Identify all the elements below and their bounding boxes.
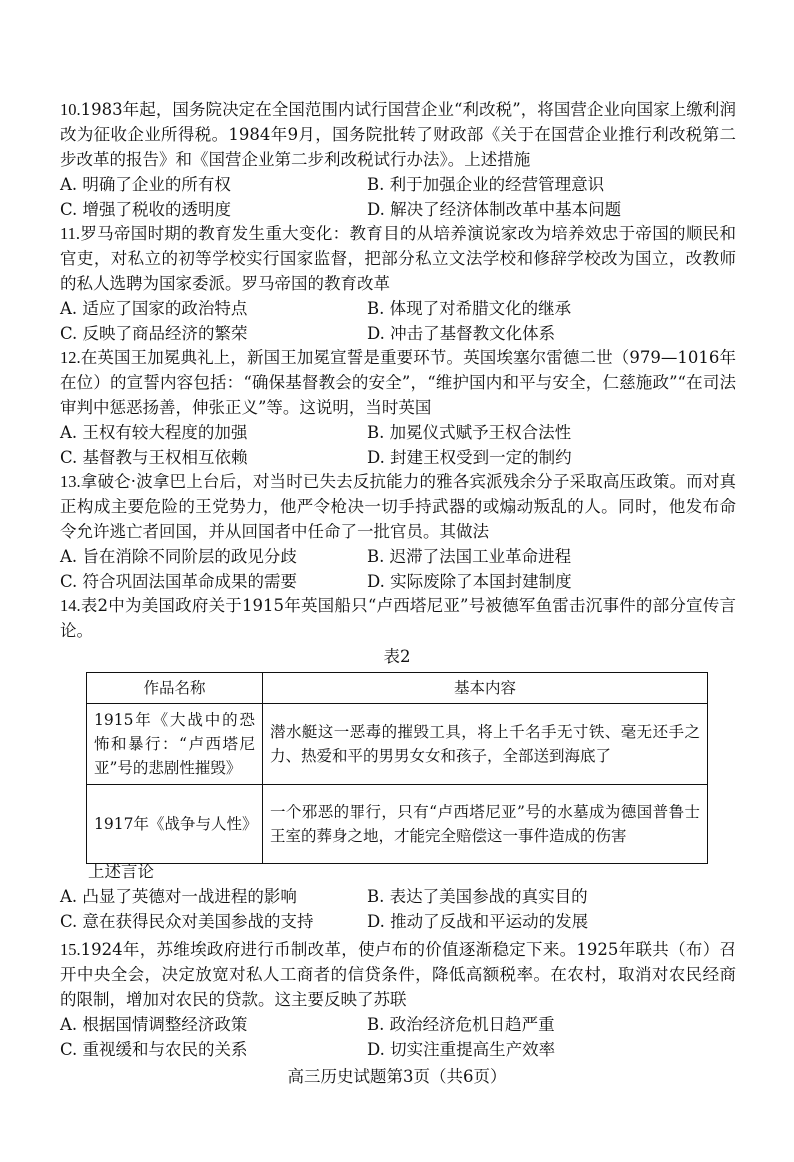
option-a: A. 旨在消除不同阶层的政见分歧 [60, 547, 297, 566]
table-cell-title: 1917年《战争与人性》 [87, 785, 263, 864]
option-a: A. 王权有较大程度的加强 [60, 423, 248, 442]
option-b: B. 迟滞了法国工业革命进程 [367, 547, 572, 566]
options [60, 420, 736, 470]
question-11 [60, 221, 736, 346]
table-row [87, 704, 708, 785]
option-d: D. 实际废除了本国封建制度 [367, 572, 572, 591]
question-stem: 1924年，苏维埃政府进行币制改革，使卢布的价值逐渐稳定下来。1925年联共（布）召开中央全会，决定放宽对私人工商者的信贷条件，降低高额税率。在农村，取消对农民经商的限制，增加对农民的贷款。这主要反映了苏联 [60, 940, 736, 1009]
question-13 [60, 469, 736, 594]
option-c: C. 重视缓和与农民的关系 [60, 1040, 248, 1059]
question-number: 15. [60, 940, 81, 959]
options [60, 1012, 736, 1062]
option-a: A. 明确了企业的所有权 [60, 175, 231, 194]
option-d: D. 解决了经济体制改革中基本问题 [367, 200, 622, 219]
table-header-row [87, 673, 708, 704]
option-c: C. 反映了商品经济的繁荣 [60, 324, 248, 343]
options [60, 172, 736, 222]
option-b: B. 表达了美国参战的真实目的 [367, 887, 588, 906]
question-stem: 1983年起，国务院决定在全国范围内试行国营企业“利改税”，将国营企业向国家上缴利润改为征收企业所得税。1984年9月，国务院批转了财政部《关于在国营企业推行利改税第二步改革的报告》和《国营企业第二步利改税试行办法》。上述措施 [60, 100, 736, 169]
option-d: D. 切实注重提高生产效率 [367, 1040, 556, 1059]
table-cell-title: 1915年《大战中的恐怖和暴行：“卢西塔尼亚”号的悲剧性摧毁》 [87, 704, 263, 785]
table-cell-content: 一个邪恶的罪行，只有“卢西塔尼亚”号的水墓成为德国普鲁士王室的葬身之地，才能完全赔偿这一事件造成的伤害 [263, 785, 708, 864]
question-14-options-block [60, 860, 736, 934]
question-15 [60, 937, 736, 1062]
question-stem: 表2中为美国政府关于1915年英国船只“卢西塔尼亚”号被德军鱼雷击沉事件的部分宣传言论。 [60, 596, 736, 640]
table-cell-content: 潜水艇这一恶毒的摧毁工具，将上千名手无寸铁、毫无还手之力、热爱和平的男男女女和孩子，全部送到海底了 [263, 704, 708, 785]
column-header-title: 作品名称 [87, 673, 263, 704]
question-number: 14. [60, 596, 81, 615]
question-number: 11. [60, 224, 81, 243]
question-number: 13. [60, 472, 81, 491]
question-14 [60, 593, 736, 643]
option-a: A. 根据国情调整经济政策 [60, 1015, 248, 1034]
table-2 [86, 672, 708, 864]
question-lead-in: 上述言论 [88, 862, 154, 881]
column-header-content: 基本内容 [263, 673, 708, 704]
question-12 [60, 345, 736, 470]
option-b: B. 加冕仪式赋予王权合法性 [367, 423, 572, 442]
option-a: A. 适应了国家的政治特点 [60, 299, 248, 318]
question-10 [60, 97, 736, 222]
table-caption: 表2 [383, 647, 411, 666]
options [60, 296, 736, 346]
option-c: C. 基督教与王权相互依赖 [60, 448, 248, 467]
question-number: 10. [60, 100, 81, 119]
question-stem: 罗马帝国时期的教育发生重大变化：教育目的从培养演说家改为培养效忠于帝国的顺民和官吏，对私立的初等学校实行国家监督，把部分私立文法学校和修辞学校改为国立，改教师的私人选聘为国家委派。罗马帝国的教育改革 [60, 224, 736, 293]
page-footer: 高三历史试题第3页（共6页） [287, 1067, 507, 1086]
option-d: D. 封建王权受到一定的制约 [367, 448, 572, 467]
option-d: D. 推动了反战和平运动的发展 [367, 912, 589, 931]
options [60, 544, 736, 594]
question-stem: 在英国王加冕典礼上，新国王加冕宣誓是重要环节。英国埃塞尔雷德二世（979—1016年在位）的宣誓内容包括：“确保基督教会的安全”，“维护国内和平与安全，仁慈施政”“在司法审判中惩恶扬善，伸张正义”等。这说明，当时英国 [60, 348, 736, 417]
option-b: B. 政治经济危机日趋严重 [367, 1015, 555, 1034]
option-b: B. 利于加强企业的经营管理意识 [367, 175, 605, 194]
option-c: C. 增强了税收的透明度 [60, 200, 232, 219]
question-stem: 拿破仑·波拿巴上台后，对当时已失去反抗能力的雅各宾派残余分子采取高压政策。而对真正构成主要危险的王党势力，他严令枪决一切手持武器的或煽动叛乱的人。同时，他发布命令允许逃亡者回国，并从回国者中任命了一批官员。其做法 [60, 472, 736, 541]
option-c: C. 意在获得民众对美国参战的支持 [60, 912, 314, 931]
options [60, 884, 736, 934]
option-d: D. 冲击了基督教文化体系 [367, 324, 556, 343]
question-number: 12. [60, 348, 81, 367]
option-c: C. 符合巩固法国革命成果的需要 [60, 572, 298, 591]
option-a: A. 凸显了英德对一战进程的影响 [60, 887, 297, 906]
option-b: B. 体现了对希腊文化的继承 [367, 299, 572, 318]
table-row [87, 785, 708, 864]
